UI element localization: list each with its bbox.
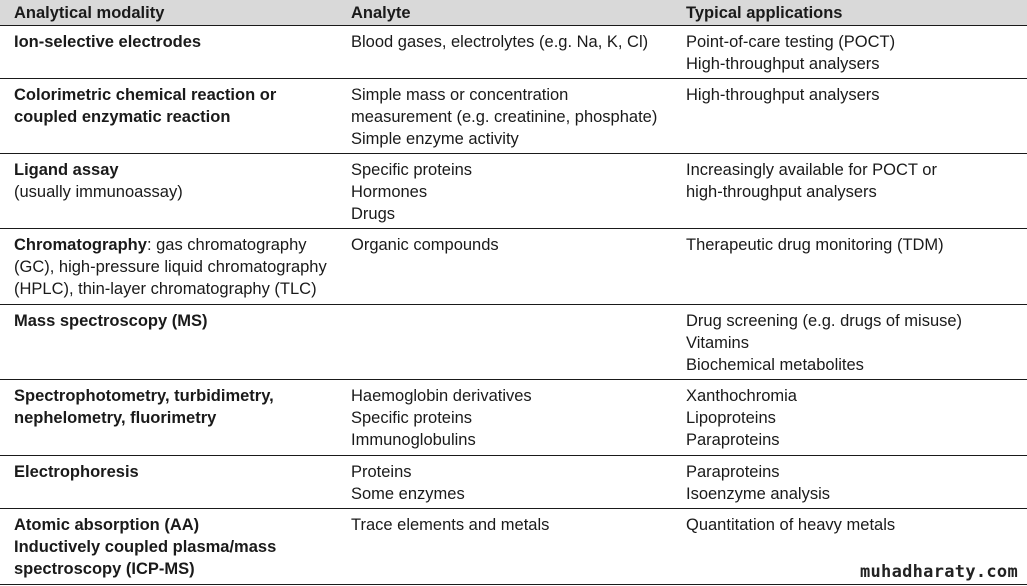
modality-line [14,234,336,256]
modality-line: Ion-selective electrodes [14,33,202,51]
application-line: high-throughput analysers [686,183,877,201]
analyte-cell [340,26,673,79]
application-line: Drug screening (e.g. drugs of misuse) [686,312,963,330]
modality-line-part: : gas chromatography [146,236,307,254]
applications-cell [673,456,1027,509]
modality-line: Ligand assay [14,161,119,179]
analyte-cell [340,79,673,154]
table-row [0,305,1027,380]
analyte-line: Haemoglobin derivatives [351,387,532,405]
application-line: Lipoproteins [686,409,776,427]
watermark: muhadharaty.com [857,562,1021,582]
analyte-line: Specific proteins [351,161,473,179]
header-analyte: Analyte [340,0,673,26]
modality-cell [0,26,340,79]
table-row [0,456,1027,509]
modality-cell [0,305,340,380]
analyte-line: Organic compounds [351,236,499,254]
table-row [0,154,1027,229]
modality-line: Colorimetric chemical reaction or [14,86,277,104]
analyte-line: Blood gases, electrolytes (e.g. Na, K, Cl) [351,33,649,51]
table-row [0,229,1027,305]
analyte-cell [340,380,673,456]
header-analytical-modality: Analytical modality [0,0,340,26]
modality-line: spectroscopy (ICP-MS) [14,560,195,578]
modality-cell [0,380,340,456]
analyte-cell [340,305,673,380]
table-body [0,26,1027,585]
analyte-cell [340,229,673,305]
application-line: Isoenzyme analysis [686,485,830,503]
modality-line: (GC), high-pressure liquid chromatography [14,258,327,276]
application-line: Vitamins [686,334,749,352]
analyte-line: measurement (e.g. creatinine, phosphate) [351,108,658,126]
modality-line: coupled enzymatic reaction [14,108,231,126]
table-row [0,26,1027,79]
applications-cell [673,79,1027,154]
applications-cell [673,380,1027,456]
modality-line: nephelometry, fluorimetry [14,409,217,427]
table-header-row [0,0,1027,26]
analyte-line: Some enzymes [351,485,465,503]
analyte-line: Specific proteins [351,409,473,427]
analyte-cell [340,456,673,509]
analyte-line: Hormones [351,183,428,201]
application-line: Quantitation of heavy metals [686,516,896,534]
modality-line: Inductively coupled plasma/mass [14,538,277,556]
applications-cell [673,229,1027,305]
application-line: Increasingly available for POCT or [686,161,937,179]
header-typical-applications: Typical applications [673,0,1027,26]
modality-cell [0,229,340,305]
modality-cell [0,509,340,585]
analyte-cell [340,154,673,229]
modality-line: Mass spectroscopy (MS) [14,312,208,330]
application-line: Point-of-care testing (POCT) [686,33,896,51]
application-line: Xanthochromia [686,387,797,405]
analyte-cell [340,509,673,585]
modality-line: Spectrophotometry, turbidimetry, [14,387,274,405]
application-line: High-throughput analysers [686,55,880,73]
analyte-line: Simple enzyme activity [351,130,519,148]
modality-cell [0,79,340,154]
analyte-line: Proteins [351,463,412,481]
modality-cell [0,456,340,509]
analyte-line: Simple mass or concentration [351,86,569,104]
application-line: Biochemical metabolites [686,356,864,374]
modality-line: (HPLC), thin-layer chromatography (TLC) [14,280,317,298]
modality-line: (usually immunoassay) [14,183,183,201]
application-line: Paraproteins [686,431,780,449]
applications-cell [673,305,1027,380]
application-line: High-throughput analysers [686,86,880,104]
applications-cell [673,154,1027,229]
table-row [0,380,1027,456]
applications-cell [673,26,1027,79]
analyte-line: Immunoglobulins [351,431,476,449]
modality-line: Atomic absorption (AA) [14,516,200,534]
analyte-line: Trace elements and metals [351,516,550,534]
modality-cell [0,154,340,229]
modality-line-part: Chromatography [14,236,147,254]
table-row [0,79,1027,154]
application-line: Paraproteins [686,463,780,481]
modality-line: Electrophoresis [14,463,139,481]
analyte-line: Drugs [351,205,396,223]
application-line: Therapeutic drug monitoring (TDM) [686,236,944,254]
